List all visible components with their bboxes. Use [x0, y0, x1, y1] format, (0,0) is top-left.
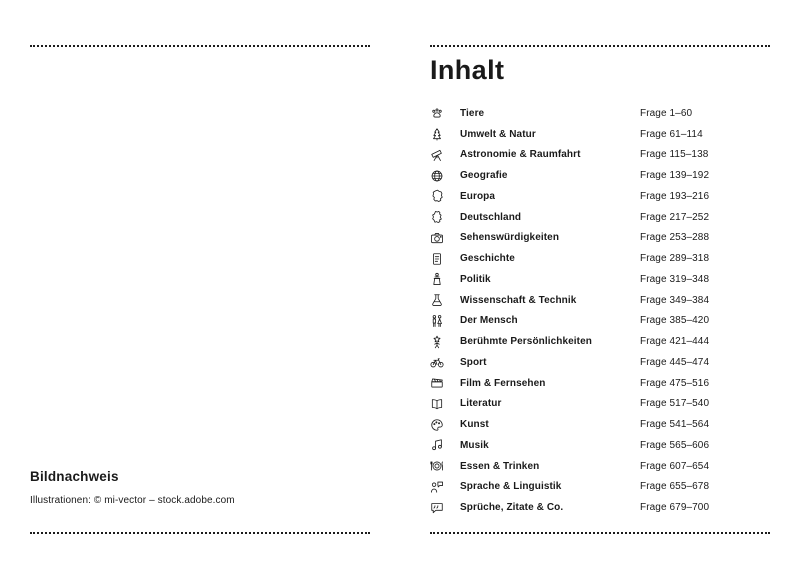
star-person-icon [430, 335, 460, 349]
toc-row [430, 186, 770, 207]
toc-pages: Frage 115–138 [640, 149, 709, 161]
toc-row [430, 290, 770, 311]
toc-pages: Frage 1–60 [640, 107, 693, 119]
toc-row [430, 248, 770, 269]
toc-pages: Frage 349–384 [640, 294, 710, 306]
toc-pages: Frage 565–606 [640, 439, 710, 451]
illustration-credit: Illustrationen: © mi-vector – stock.adobe.com [30, 495, 235, 506]
camera-icon [430, 231, 460, 245]
toc-row [430, 311, 770, 332]
toc-label: Tiere [460, 107, 485, 119]
clapperboard-icon [430, 376, 460, 390]
table-of-contents [430, 103, 770, 518]
toc-pages: Frage 139–192 [640, 170, 710, 182]
toc-label: Astronomie & Raumfahrt [460, 149, 581, 161]
toc-pages: Frage 61–114 [640, 128, 703, 140]
toc-label: Sprache & Linguistik [460, 481, 562, 493]
toc-label: Geografie [460, 170, 508, 182]
toc-pages: Frage 421–444 [640, 336, 710, 348]
toc-row [430, 497, 770, 518]
scroll-icon [430, 252, 460, 266]
toc-label: Der Mensch [460, 315, 518, 327]
podium-speaker-icon [430, 272, 460, 286]
toc-pages: Frage 475–516 [640, 377, 710, 389]
toc-pages: Frage 319–348 [640, 273, 710, 285]
toc-pages: Frage 445–474 [640, 356, 710, 368]
toc-label: Sprüche, Zitate & Co. [460, 502, 564, 514]
palette-icon [430, 418, 460, 432]
toc-pages: Frage 193–216 [640, 190, 710, 202]
toc-label: Musik [460, 439, 489, 451]
toc-row [430, 435, 770, 456]
toc-row [430, 124, 770, 145]
toc-label: Essen & Trinken [460, 460, 540, 472]
open-book-icon [430, 397, 460, 411]
toc-row [430, 165, 770, 186]
toc-pages: Frage 289–318 [640, 253, 710, 265]
telescope-icon [430, 148, 460, 162]
bildnachweis-heading: Bildnachweis [30, 469, 119, 484]
toc-row [430, 477, 770, 498]
toc-pages: Frage 607–654 [640, 460, 710, 472]
dotted-rule-bottom-right [430, 532, 770, 534]
toc-label: Berühmte Persönlichkeiten [460, 336, 592, 348]
toc-pages: Frage 217–252 [640, 211, 710, 223]
music-notes-icon [430, 438, 460, 452]
flask-icon [430, 293, 460, 307]
toc-row [430, 207, 770, 228]
toc-label: Sport [460, 356, 487, 368]
toc-pages: Frage 385–420 [640, 315, 710, 327]
toc-row [430, 331, 770, 352]
toc-label: Geschichte [460, 253, 515, 265]
toc-row [430, 456, 770, 477]
toc-row [430, 269, 770, 290]
page-title: Inhalt [430, 55, 505, 85]
toc-pages: Frage 541–564 [640, 419, 710, 431]
plate-cutlery-icon [430, 459, 460, 473]
dotted-rule-top-left [30, 45, 370, 47]
paw-icon [430, 106, 460, 120]
dotted-rule-bottom-left [30, 532, 370, 534]
toc-label: Kunst [460, 419, 489, 431]
toc-pages: Frage 679–700 [640, 502, 710, 514]
toc-row [430, 103, 770, 124]
bicycle-icon [430, 355, 460, 369]
toc-pages: Frage 655–678 [640, 481, 710, 493]
toc-label: Film & Fernsehen [460, 377, 546, 389]
toc-row [430, 228, 770, 249]
people-icon [430, 314, 460, 328]
right-page [430, 0, 770, 567]
toc-label: Europa [460, 190, 496, 202]
dotted-rule-top-right [430, 45, 770, 47]
toc-label: Politik [460, 273, 491, 285]
toc-row [430, 414, 770, 435]
quote-bubble-icon [430, 501, 460, 515]
globe-icon [430, 169, 460, 183]
toc-label: Deutschland [460, 211, 522, 223]
tree-icon [430, 127, 460, 141]
left-page [30, 0, 370, 567]
toc-row [430, 352, 770, 373]
europe-map-icon [430, 189, 460, 203]
toc-pages: Frage 517–540 [640, 398, 710, 410]
toc-pages: Frage 253–288 [640, 232, 710, 244]
toc-label: Umwelt & Natur [460, 128, 536, 140]
toc-label: Sehenswürdigkeiten [460, 232, 560, 244]
speech-person-icon [430, 480, 460, 494]
toc-label: Literatur [460, 398, 502, 410]
toc-row [430, 145, 770, 166]
toc-row [430, 394, 770, 415]
toc-row [430, 373, 770, 394]
toc-label: Wissenschaft & Technik [460, 294, 577, 306]
germany-map-icon [430, 210, 460, 224]
